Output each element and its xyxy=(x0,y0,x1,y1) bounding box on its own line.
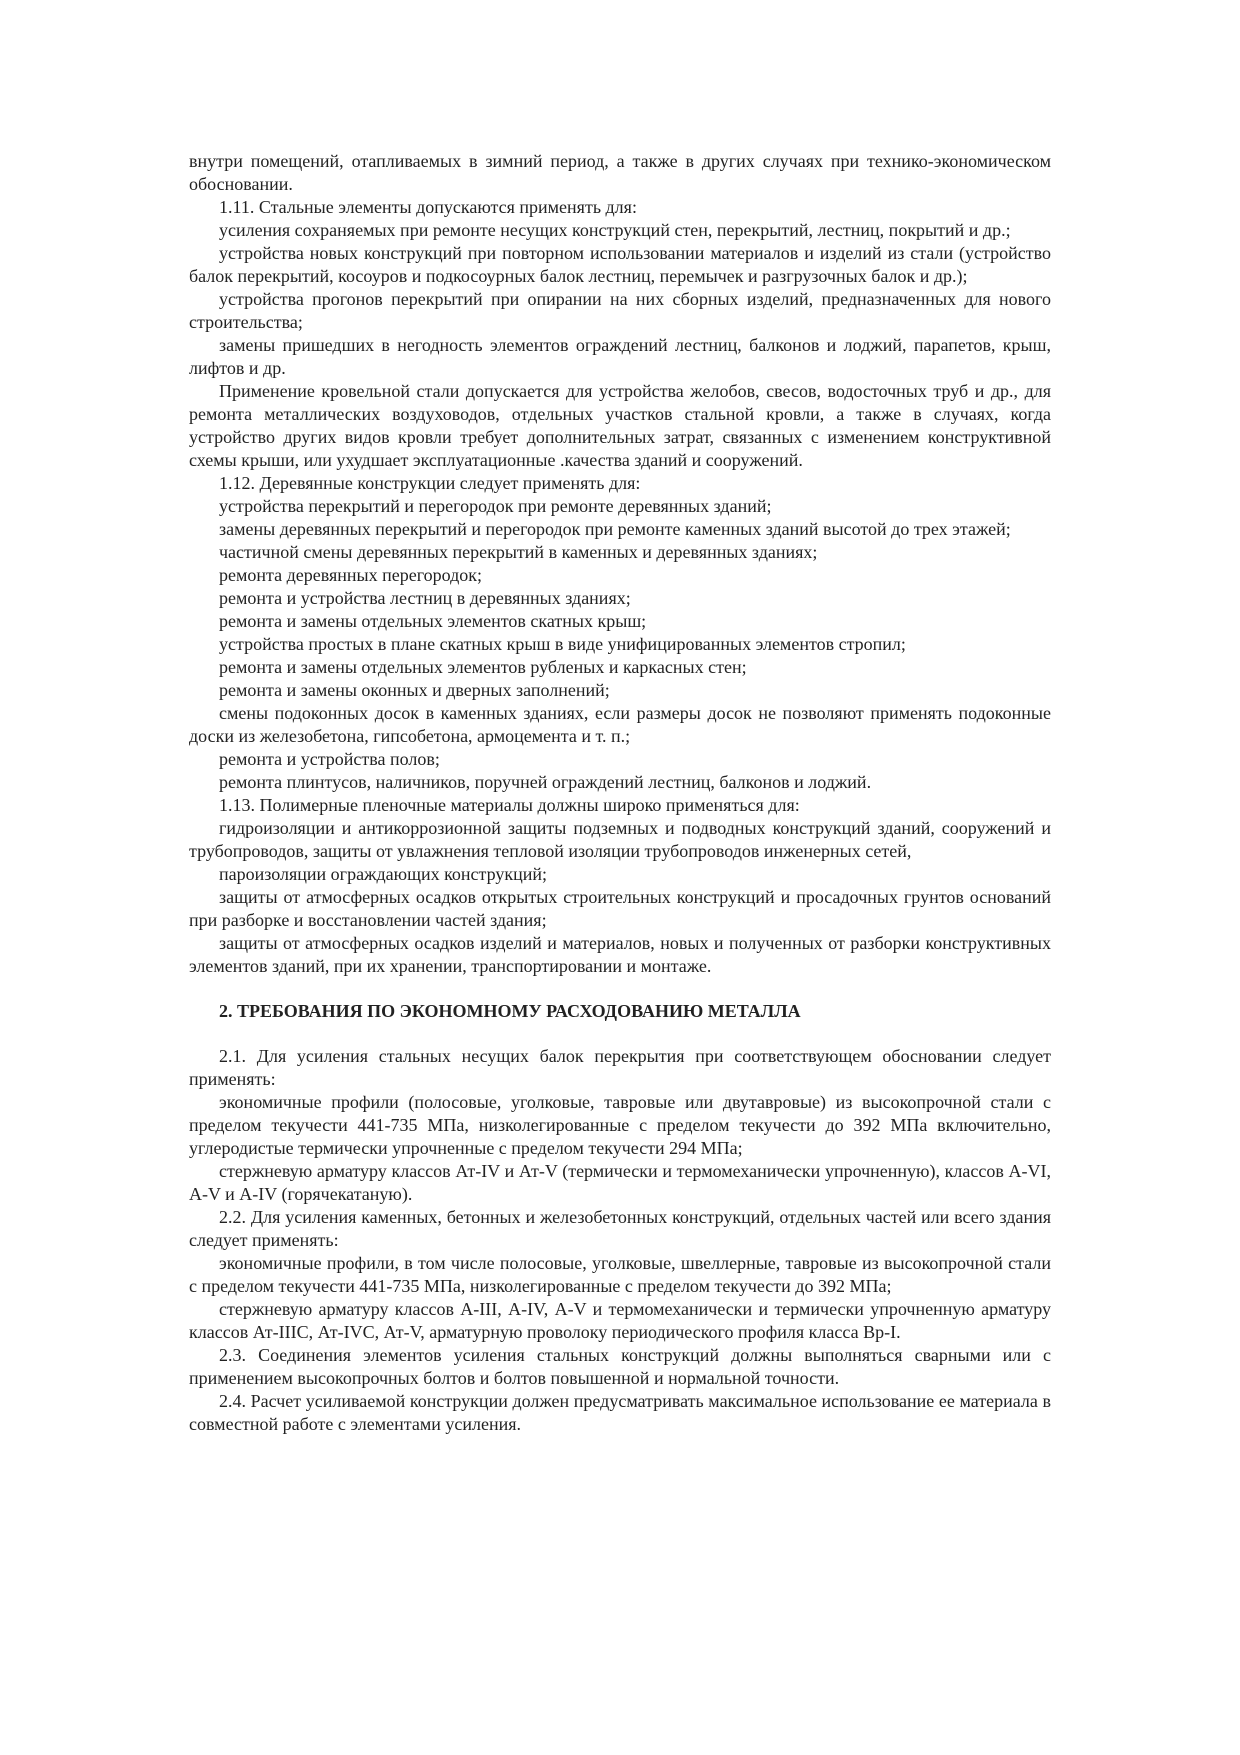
list-item: ремонта и замены отдельных элементов рубленых и каркасных стен; xyxy=(219,657,747,677)
list-item: стержневую арматуру классов Ат-IV и Ат-V (термически и термомеханически упрочненную), классов А-VI, А-V и А-IV (горячекатаную). xyxy=(189,1161,1051,1204)
clause-1-11: 1.11. Стальные элементы допускаются применять для: xyxy=(219,197,637,217)
clause-2-1: 2.1. Для усиления стальных несущих балок перекрытия при соответствующем обосновании следует применять: xyxy=(189,1046,1051,1089)
list-item: устройства простых в плане скатных крыш в виде унифицированных элементов стропил; xyxy=(219,634,906,654)
list-item: ремонта и устройства лестниц в деревянных зданиях; xyxy=(219,588,631,608)
list-item: ремонта и замены оконных и дверных заполнений; xyxy=(219,680,610,700)
section-heading: 2. ТРЕБОВАНИЯ ПО ЭКОНОМНОМУ РАСХОДОВАНИЮ МЕТАЛЛА xyxy=(219,1001,801,1021)
list-item: ремонта и устройства полов; xyxy=(219,749,440,769)
list-item: частичной смены деревянных перекрытий в каменных и деревянных зданиях; xyxy=(219,542,818,562)
list-item: экономичные профили, в том числе полосовые, уголковые, швеллерные, тавровые из высокопрочной стали с пределом текучести 441-735 МПа, низколегированные с пределом текучести до 392 МПа; xyxy=(189,1253,1051,1296)
list-item: устройства новых конструкций при повторном использовании материалов и изделий из стали (устройство балок перекрытий, косоуров и подкосоурных балок лестниц, перемычек и разгрузочных балок и др.); xyxy=(189,243,1051,286)
clause-2-3: 2.3. Соединения элементов усиления стальных конструкций должны выполняться сварными или с применением высокопрочных болтов и болтов повышенной и нормальной точности. xyxy=(189,1345,1051,1388)
list-item: гидроизоляции и антикоррозионной защиты подземных и подводных конструкций зданий, сооружений и трубопроводов, защиты от увлажнения тепловой изоляции трубопроводов инженерных сетей, xyxy=(189,818,1051,861)
list-item: пароизоляции ограждающих конструкций; xyxy=(219,864,548,884)
paragraph: внутри помещений, отапливаемых в зимний период, а также в других случаях при технико-экономическом обосновании. xyxy=(189,151,1051,194)
document-page xyxy=(189,150,1051,1436)
list-item: стержневую арматуру классов А-III, А-IV, А-V и термомеханически и термически упрочненную арматуру классов Ат-IIIС, Ат-IVС, Ат-V, арматурную проволоку периодического профиля класса Вр-I. xyxy=(189,1299,1051,1342)
list-item: усиления сохраняемых при ремонте несущих конструкций стен, перекрытий, лестниц, покрытий и др.; xyxy=(219,220,1011,240)
paragraph: Применение кровельной стали допускается для устройства желобов, свесов, водосточных труб и др., для ремонта металлических воздуховодов, отдельных участков стальной кровли, а также в случаях, когда устройство других видов кровли требует дополнительных затрат, связанных с изменением конструктивной схемы крыши, или ухудшает эксплуатационные .качества зданий и сооружений. xyxy=(189,381,1051,470)
list-item: ремонта деревянных перегородок; xyxy=(219,565,483,585)
clause-2-4: 2.4. Расчет усиливаемой конструкции должен предусматривать максимальное использование ее материала в совместной работе с элементами усиления. xyxy=(189,1391,1051,1434)
clause-2-2: 2.2. Для усиления каменных, бетонных и железобетонных конструкций, отдельных частей или всего здания следует применять: xyxy=(189,1207,1051,1250)
list-item: смены подоконных досок в каменных зданиях, если размеры досок не позволяют применять подоконные доски из железобетона, гипсобетона, армоцемента и т. п.; xyxy=(189,703,1051,746)
list-item: экономичные профили (полосовые, уголковые, тавровые или двутавровые) из высокопрочной стали с пределом текучести 441-735 МПа, низколегированные с пределом текучести до 392 МПа включительно, углеродистые термически упрочненные с пределом текучести 294 МПа; xyxy=(189,1092,1051,1158)
clause-1-12: 1.12. Деревянные конструкции следует применять для: xyxy=(219,473,641,493)
list-item: устройства перекрытий и перегородок при ремонте деревянных зданий; xyxy=(219,496,772,516)
list-item: устройства прогонов перекрытий при опирании на них сборных изделий, предназначенных для нового строительства; xyxy=(189,289,1051,332)
list-item: защиты от атмосферных осадков открытых строительных конструкций и просадочных грунтов оснований при разборке и восстановлении частей здания; xyxy=(189,887,1051,930)
list-item: ремонта плинтусов, наличников, поручней ограждений лестниц, балконов и лоджий. xyxy=(219,772,872,792)
list-item: замены деревянных перекрытий и перегородок при ремонте каменных зданий высотой до трех этажей; xyxy=(219,519,1011,539)
list-item: ремонта и замены отдельных элементов скатных крыш; xyxy=(219,611,647,631)
clause-1-13: 1.13. Полимерные пленочные материалы должны широко применяться для: xyxy=(219,795,800,815)
list-item: замены пришедших в негодность элементов ограждений лестниц, балконов и лоджий, парапетов, крыш, лифтов и др. xyxy=(189,335,1051,378)
list-item: защиты от атмосферных осадков изделий и материалов, новых и полученных от разборки конструктивных элементов зданий, при их хранении, транспортировании и монтаже. xyxy=(189,933,1051,976)
